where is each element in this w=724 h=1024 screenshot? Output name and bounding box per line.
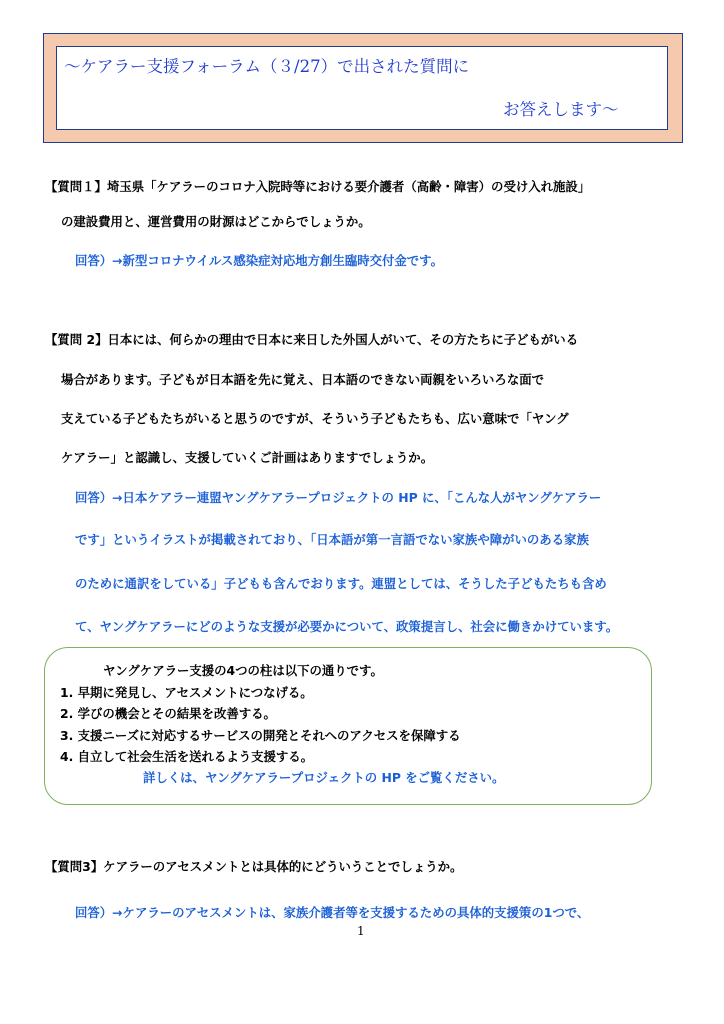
question-2-line: 場合があります。子どもが日本語を先に覚え、日本語のできない両親をいろいろな面で: [61, 372, 544, 387]
question-1-line: 【質問１】埼玉県「ケアラーのコロナ入院時等における要介護者（高齢・障害）の受け入れ施設」: [45, 179, 591, 194]
answer-2-line: のために通訳をしている」子どもも含んでおります。連盟としては、そうした子どもたちも含め: [75, 576, 607, 591]
callout-heading: ヤングケアラー支援の4つの柱は以下の通りです。: [103, 663, 383, 678]
callout-item: 2. 学びの機会とその結果を改善する。: [60, 706, 276, 721]
answer-3-line: 回答）→ケアラーのアセスメントは、家族介護者等を支援するための具体的支援策の1つで、: [75, 905, 590, 920]
callout-item: 1. 早期に発見し、アセスメントにつなげる。: [60, 685, 313, 700]
page-title-continued: お答えします～: [503, 100, 619, 119]
page-title: ～ケアラー支援フォーラム（３/27）で出された質問に: [64, 57, 470, 76]
question-2-line: ケアラー」と認識し、支援していくご計画はありますでしょうか。: [61, 450, 434, 465]
question-2-line: 【質問 2】日本には、何らかの理由で日本に来日した外国人がいて、その方たちに子どもがいる: [45, 332, 579, 347]
callout-item: 3. 支援ニーズに対応するサービスの開発とそれへのアクセスを保障する: [60, 728, 461, 743]
question-2-line: 支えている子どもたちがいると思うのですが、そういう子どもたちも、広い意味で「ヤング: [61, 411, 569, 426]
question-1-line: の建設費用と、運営費用の財源はどこからでしょうか。: [61, 214, 371, 229]
answer-2-line: です」というイラストが掲載されており、「日本語が第一言語でない家族や障がいのある家族: [75, 532, 589, 547]
callout-note: 詳しくは、ヤングケアラープロジェクトの HP をご覧ください。: [143, 770, 505, 785]
answer-1-line: 回答）→新型コロナウイルス感染症対応地方創生臨時交付金です。: [75, 253, 443, 268]
answer-2-line: て、ヤングケアラーにどのような支援が必要かについて、政策提言し、社会に働きかけています。: [75, 619, 619, 634]
answer-2-line: 回答）→日本ケアラー連盟ヤングケアラープロジェクトの HP に、「こんな人がヤングケアラー: [75, 490, 602, 505]
callout-item: 4. 自立して社会生活を送れるよう支援する。: [60, 749, 314, 764]
page-number: 1: [357, 924, 365, 938]
question-3-line: 【質問3】ケアラーのアセスメントとは具体的にどういうことでしょうか。: [45, 859, 463, 874]
